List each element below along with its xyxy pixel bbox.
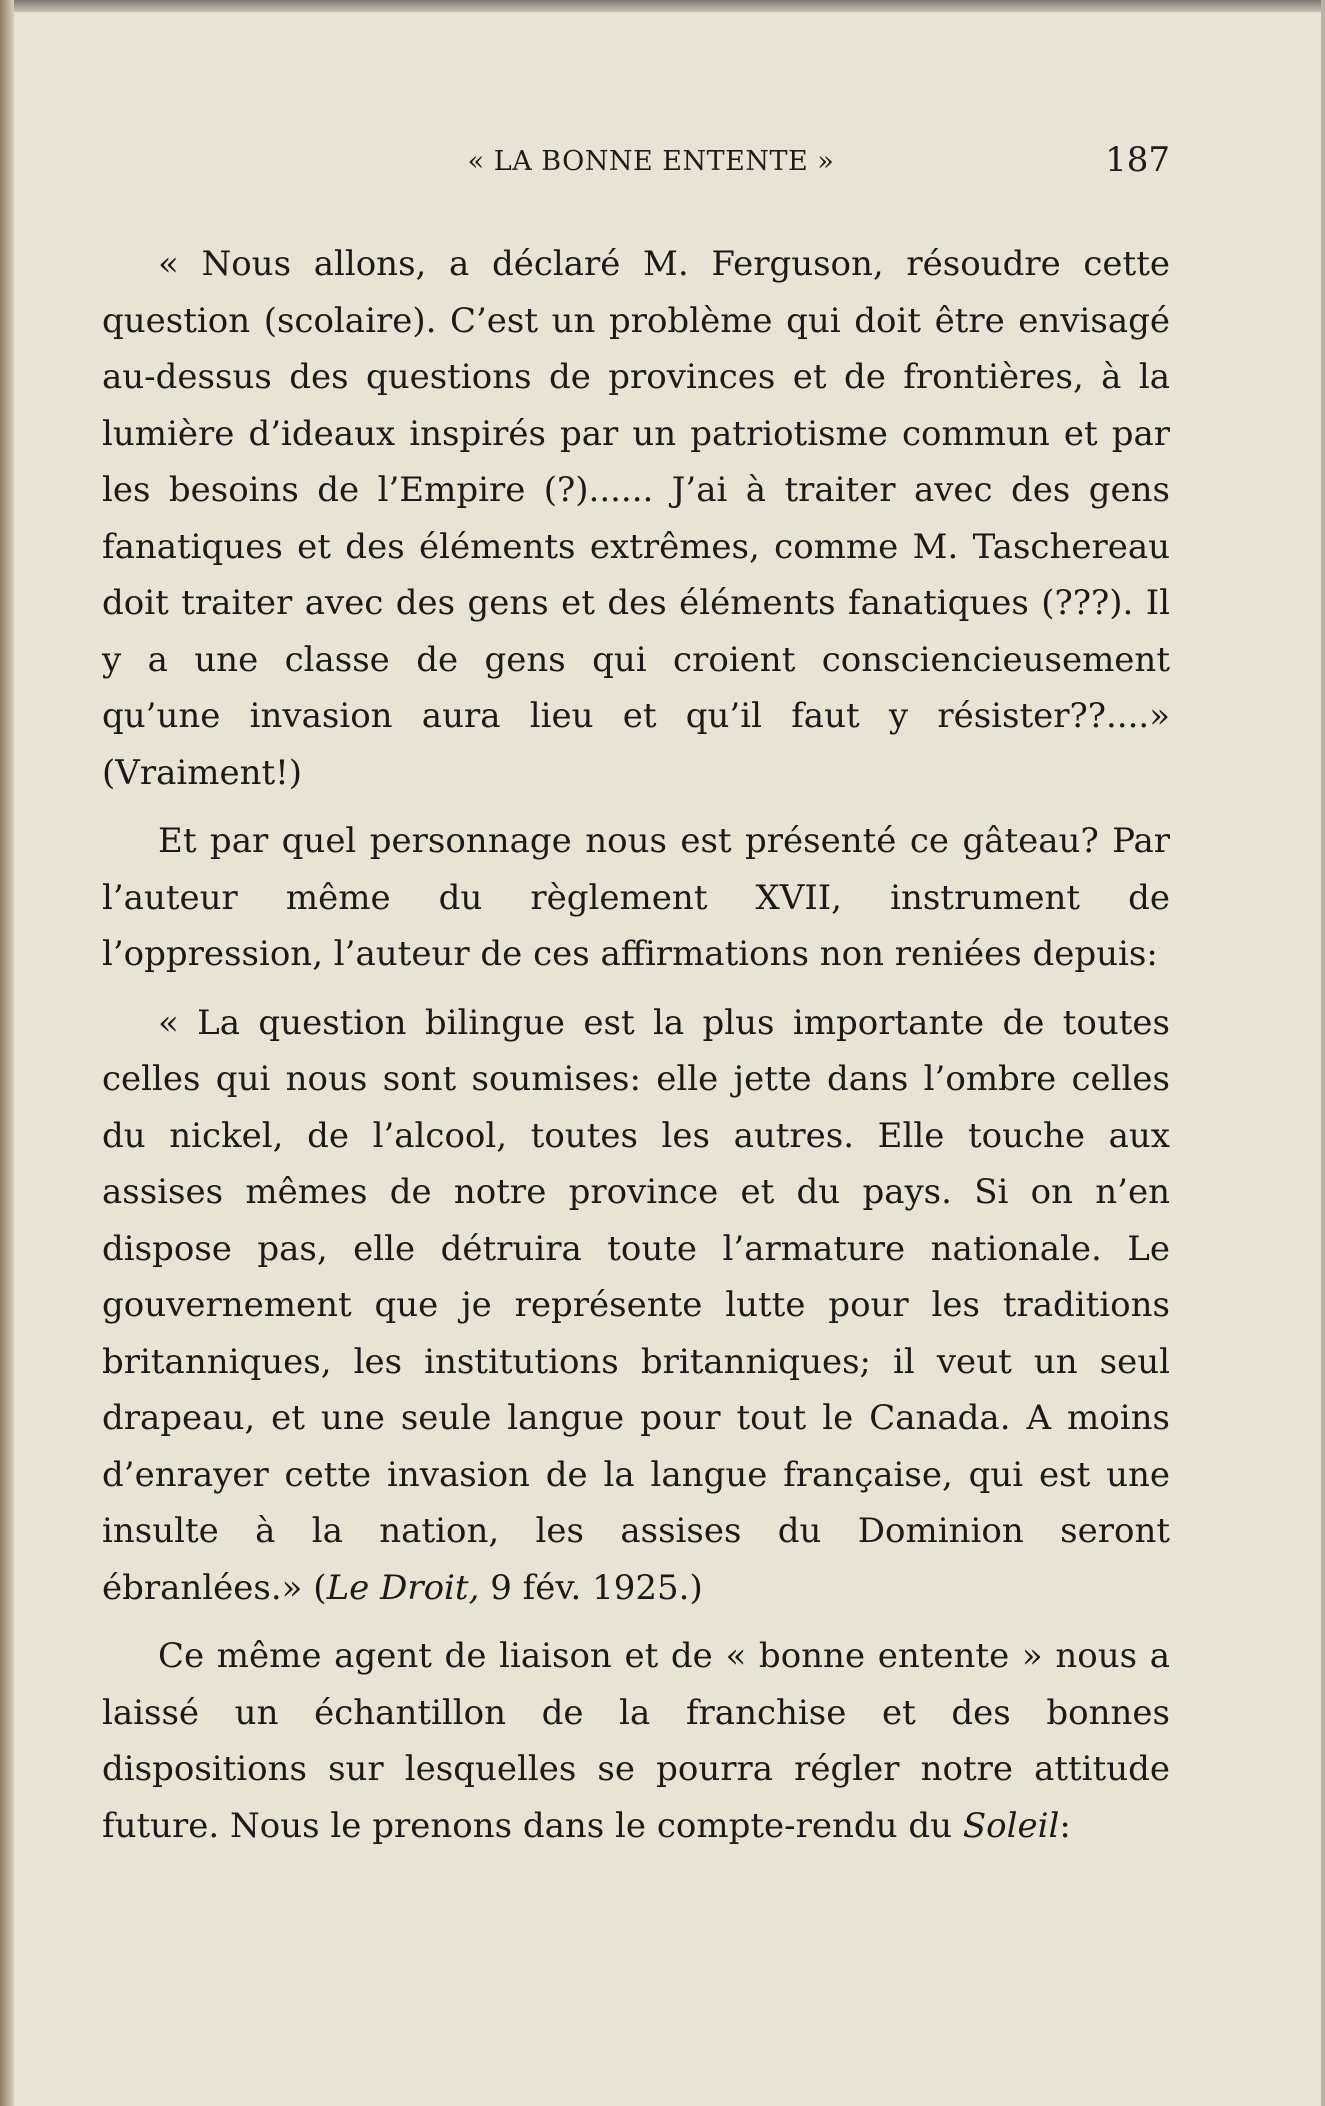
page-number: 187: [1105, 140, 1170, 180]
paragraph-text: Ce même agent de liaison et de « bonne entente » nous a laissé un échantillon de la franchise et des bonnes dispositions sur lesquelles se pourra régler notre attitude future. Nous le prenons dans le compte-rendu du: [102, 1636, 1170, 1846]
paragraph-text: Et par quel personnage nous est présenté ce gâteau? Par l’auteur même du règlement XVII, instrument de l’oppression, l’auteur de ces affirmations non reniées depuis:: [102, 821, 1170, 974]
paragraph-bilingual-quote: [102, 995, 1170, 1617]
page-binding-edge: [0, 0, 14, 2106]
body-text: [102, 236, 1170, 1854]
paragraph-text-after: :: [1059, 1805, 1071, 1846]
paragraph-text-after: 9 fév. 1925.): [479, 1567, 703, 1608]
source-title-soleil: Soleil: [962, 1805, 1060, 1846]
paragraph-liaison-agent: [102, 1628, 1170, 1854]
source-title-le-droit: Le Droit,: [326, 1567, 480, 1608]
page-header: [102, 140, 1170, 184]
paragraph-text: « La question bilingue est la plus importante de toutes celles qui nous sont soumises: elle jette dans l’ombre celles du nickel, de l’alcool, toutes les autres. Elle touche aux assises mêmes de notre province et du pays. Si on n’en dispose pas, elle détruira toute l’armature nationale. Le gouvernement que je représente lutte pour les traditions britanniques, les institutions britanniques; il veut un seul drapeau, et une seule langue pour tout le Canada. A moins d’enrayer cette invasion de la langue française, qui est une insulte à la nation, les assises du Dominion seront ébranlées.» (: [102, 1002, 1170, 1608]
page-right-edge: [1321, 0, 1325, 2106]
paragraph-ferguson-quote: [102, 236, 1170, 801]
paragraph-question: [102, 813, 1170, 983]
page-top-edge: [0, 0, 1325, 12]
paragraph-text: « Nous allons, a déclaré M. Ferguson, résoudre cette question (scolaire). C’est un problème qui doit être envisagé au-dessus des questions de provinces et de frontières, à la lumière d’ideaux inspirés par un patriotisme commun et par les besoins de l’Empire (?)...... J’ai à traiter avec des gens fanatiques et des éléments extrêmes, comme M. Taschereau doit traiter avec des gens et des éléments fanatiques (???). Il y a une classe de gens qui croient consciencieusement qu’une invasion aura lieu et qu’il faut y résister??....» (Vraiment!): [102, 244, 1170, 793]
running-title: « LA BONNE ENTENTE »: [467, 146, 835, 177]
